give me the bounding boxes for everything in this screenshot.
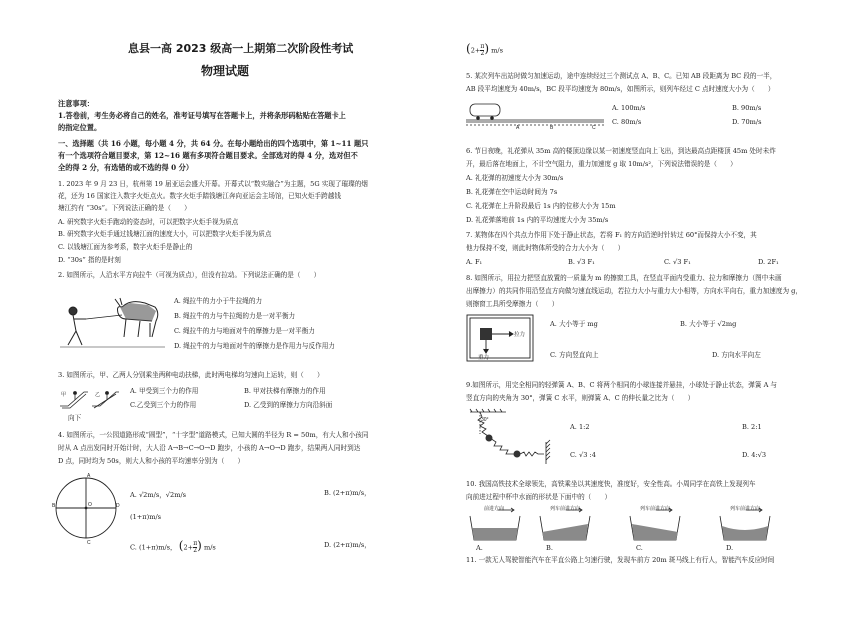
notice-item-1a: 1.答卷前，考生务必将自己的姓名，准考证号填写在答题卡上，并将条形码粘贴在答题卡上 [58, 111, 346, 120]
q4-option-c-two: 2 [183, 543, 188, 552]
q3-option-b: B. 甲对扶梯有摩擦力的作用 [244, 387, 326, 395]
q4-continued: (2+ $\frac{\pi}{2}$ ) m/s [466, 41, 504, 57]
q10-option-b: B. [546, 544, 553, 552]
right-page [446, 0, 860, 619]
q2-figure-ox-rope [60, 289, 165, 357]
q9-line-2: 竖直方向的夹角为 30°，弹簧 C 水平，则弹簧 A、C 的伸长量之比为（ ） [466, 394, 695, 402]
exam-title: 息县一高 2023 级高一上期第二次阶段性考试 [128, 42, 354, 55]
q9-option-b: B. 2:1 [742, 423, 762, 431]
q4-option-b: B. (2+π)m/s， [324, 489, 371, 497]
q8-option-a: A. 大小等于 mg [550, 320, 598, 328]
q4-line-1: 4. 如图所示，一公园道路形成“圆型”，“十字型”道路模式，已知大圆的半径为 R = 50m，有大人和小孩同 [58, 431, 369, 439]
section-1-line-2: 有一个选项符合题目要求，第 12~16 题有多项符合题目要求。全部选对的得 4 分，选对但不 [58, 151, 358, 160]
section-1-line-1: 一、选择题（共 16 小题，每小题 4 分，共 64 分。在每小题给出的四个选项中，第 1~11 题只 [58, 139, 369, 148]
q10-figure-water-cups [466, 506, 806, 546]
svg-text:B: B [550, 125, 554, 131]
q5-figure-train-track [466, 98, 606, 132]
q10-label-4: 列车前进方向 [730, 506, 761, 512]
q7-line-2: 他力保持不变，则此时物体所受的合力大小为（ ） [466, 244, 625, 252]
q4-option-a2: (1+π)m/s [130, 513, 162, 521]
q3-option-a: A. 甲受到三个力的作用 [130, 387, 199, 395]
q5-option-a: A. 100m/s [612, 104, 646, 112]
q7-option-c: C. √3 F₁ [664, 258, 691, 266]
q3-figure-escalators [58, 384, 120, 410]
q6-option-c: C. 礼花弹在上升阶段最后 1s 内的位移大小为 15m [466, 202, 616, 210]
q9-option-a: A. 1:2 [570, 423, 590, 431]
q10-label-1: 前进方向 [484, 506, 505, 512]
q10-label-2: 列车前进方向 [550, 506, 581, 512]
notice-item-1b: 的指定位置。 [58, 123, 102, 132]
q9-option-d: D. 4:√3 [742, 451, 767, 459]
q4-cont-fraction: $\frac{\pi}{2}$ [480, 43, 485, 57]
svg-text:C: C [592, 125, 596, 131]
q4-option-c: C. (1+π)m/s， (2+ $\frac{\pi}{2}$ ) m/s [130, 538, 216, 554]
q3-option-d-tail: 向下 [68, 414, 82, 422]
q10-option-d: D. [726, 544, 734, 552]
q3-option-d: D. 乙受到的摩擦力方向沿斜面 [244, 401, 333, 409]
q5-line-2: AB 段平均速度为 40m/s，BC 段平均速度为 80m/s，如图所示，则列车经过 C 点时速度大小为（ ） [466, 85, 775, 93]
q4-line-3: D 点，同时均为 50s，则大人和小孩的平均速率分别为（ ） [58, 457, 245, 465]
q8-line-1: 8. 如图所示，用拉力把竖直放置的一质量为 m 的擦窗工具，在竖直平面内受重力、拉力和摩擦力（图中未画 [466, 274, 782, 282]
q4-figure-circle [52, 472, 120, 544]
q8-figure-window-cleaner [466, 314, 536, 364]
section-1-line-3: 全的得 2 分，有选错的或不选的得 0 分） [58, 163, 194, 172]
q1-option-c: C. 以钱塘江面为参考系，数字火炬手是静止的 [58, 243, 193, 251]
q3-fig-label-jia: 甲 [61, 392, 67, 398]
exam-subject: 物理试题 [201, 64, 250, 78]
q1-option-d: D. “30s” 指的是时刻 [58, 256, 121, 264]
q3-fig-label-yi: 乙 [95, 392, 101, 398]
q9-figure-springs [466, 408, 556, 464]
q9-option-c: C. √3 :4 [570, 451, 596, 459]
q4-frac-num: π [193, 540, 198, 547]
notice-label: 注意事项： [58, 99, 94, 108]
q8-option-b: B. 大小等于 √2mg [680, 320, 737, 328]
q11-line-1: 11. 一款无人驾驶智能汽车在平直公路上匀速行驶，发现车前方 20m 斑马线上有行人，智能汽车反应时间 [466, 556, 775, 564]
q10-option-a: A. [476, 544, 483, 552]
q1-line-2: 花，还为 16 国家注入数字火炬点火。数字火炬手踏钱塘江奔向亚运会主场馆，已知火炬手跨越钱 [58, 192, 341, 200]
q8-line-2: 出摩擦力）的共同作用沿竖直方向做匀速直线运动，若拉力大小与重力大小相等，方向水平向右，重力加速度为 g， [466, 287, 803, 295]
q4-option-c-unit: m/s [203, 543, 216, 552]
q5-option-d: D. 70m/s [732, 118, 762, 126]
svg-text:C: C [87, 540, 91, 544]
q6-line-1: 6. 节日夜晚，礼花弹从 35m 高的楼顶边缘以某一初速度竖直向上飞出，到达最高点距楼顶 45m 处时未炸 [466, 147, 776, 155]
q10-line-2: 向前进过程中杯中水面的形状是下面中的（ ） [466, 493, 612, 501]
svg-text:O: O [88, 502, 92, 508]
q7-option-d: D. 2F₁ [758, 258, 779, 266]
q7-option-b: B. √3 F₁ [568, 258, 595, 266]
q1-line-3: 塘江约有 “30s”。下列说法正确的是（ ） [58, 204, 191, 212]
q7-line-1: 7. 某物体在四个共点力作用下处于静止状态，若将 F₁ 的方向沿逆时针转过 60°而保持大小不变，其 [466, 231, 757, 239]
q1-line-1: 1. 2023 年 9 月 23 日，杭州第 19 届亚运会盛大开幕。开幕式以“数实融合”为主题，5G 实现了璀璨的烟 [58, 180, 368, 188]
q3-stem: 3. 如图所示，甲、乙两人分别乘坐两种电动扶梯，此时两电梯均匀速向上运转，则（ ） [58, 371, 324, 379]
q4-cont-unit: m/s [491, 46, 504, 55]
q6-option-a: A. 礼花弹的初速度大小为 30m/s [466, 174, 564, 182]
q2-option-a: A. 绳拉牛的力小于牛拉绳的力 [174, 297, 263, 305]
q9-line-1: 9.如图所示，用完全相同的轻弹簧 A、B、C 将两个相同的小球连接并悬挂，小球处于静止状态，弹簧 A 与 [466, 381, 778, 389]
svg-text:D: D [116, 503, 120, 509]
q7-option-a: A. F₁ [466, 258, 483, 266]
q2-option-d: D. 绳拉牛的力与地面对牛的摩擦力是作用力与反作用力 [174, 342, 335, 350]
svg-text:A: A [87, 473, 91, 479]
q5-line-1: 5. 某次列车出站时做匀加速运动，途中连续经过三个测试点 A、B、C。已知 AB 段距离为 BC 段的一半， [466, 72, 777, 80]
q5-option-c: C. 80m/s [612, 118, 642, 126]
q1-option-b: B. 研究数字火炬手通过钱塘江面的速度大小，可以把数字火炬手视为质点 [58, 230, 272, 238]
q8-option-c: C. 方向竖直向上 [550, 351, 599, 359]
q10-label-3: 列车前进方向 [640, 506, 671, 512]
svg-text:A: A [516, 125, 520, 131]
q4-line-2: 时从 A 点出发同时开始计时，大人沿 A→B→C→O→D 跑步，小孩的 A→O→D 跑步，结果两人同时到达 [58, 444, 361, 452]
q3-option-c: C.乙受到三个力的作用 [130, 401, 197, 409]
q4-option-d: D. (2+π)m/s， [324, 541, 371, 549]
q2-stem: 2. 如图所示，人沿水平方向拉牛（可视为质点），但没有拉动。下列说法正确的是（ ） [58, 271, 321, 279]
q10-option-c: C. [636, 544, 643, 552]
q4-option-c-part1: C. (1+π)m/s， [130, 543, 177, 552]
q8-option-d: D. 方向水平向左 [712, 351, 761, 359]
q2-option-b: B. 绳拉牛的力与牛拉绳的力是一对平衡力 [174, 312, 296, 320]
q6-line-2: 开，最后落在地面上，不计空气阻力，重力加速度 g 取 10m/s²，下列说法错误的是（ ） [466, 160, 737, 168]
q8-fig-label-gravity: 重力 [478, 355, 490, 361]
q6-option-d: D. 礼花弹落地前 1s 内的平均速度大小为 35m/s [466, 216, 609, 224]
svg-text:B: B [52, 503, 56, 509]
q8-line-3: 则擦窗工具所受摩擦力（ ） [466, 300, 559, 308]
q9-fig-angle: 30° [481, 417, 489, 423]
q10-line-1: 10. 我国高铁技术全球领先，高铁乘坐以其速度快，准度好，安全性高。小周同学在高铁上发现列车 [466, 480, 756, 488]
q2-option-c: C. 绳拉牛的力与地面对牛的摩擦力是一对平衡力 [174, 327, 315, 335]
q6-option-b: B. 礼花弹在空中运动时间为 7s [466, 188, 558, 196]
q1-option-a: A. 研究数字火炬手跑动的姿态时，可以把数字火炬手视为质点 [58, 218, 239, 226]
q4-option-a: A. √2m/s，√2m/s [130, 491, 187, 499]
q8-fig-label-pull: 拉力 [514, 332, 526, 338]
q5-option-b: B. 90m/s [732, 104, 762, 112]
q4-frac-den: 2 [193, 547, 198, 554]
